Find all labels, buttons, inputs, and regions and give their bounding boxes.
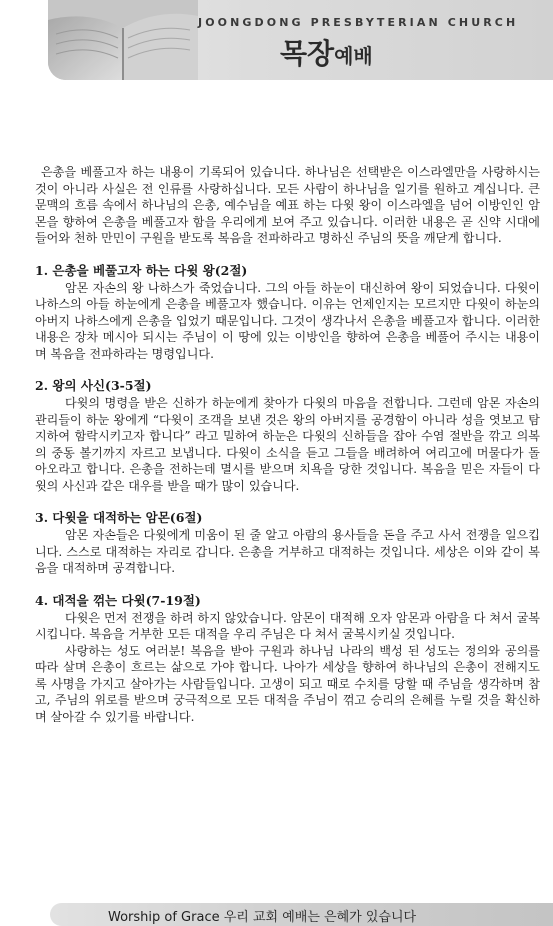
section-paragraph: 다윗의 명령을 받은 신하가 하눈에게 찾아가 다윗의 마음을 전합니다. 그런데 암몬 자손의 관리들이 하눈 왕에게 “다윗이 조객을 보낸 것은 왕의 아버지를 공경함이 아니라 성을 엿보고 탐지하여 함락시키고자 합니다” 라고 밀하여 하눈은 다윗의 신하들을 잡아 수염 절반을 깎고 의복의 중동 볼기까지 자르고 보냅니다. 다윗이 소식을 듣고 그들을 배려하여 여리고에 머물다가 돌아오라고 합니다. 은총을 전하는데 멸시를 받으며 치욕을 당한 것입니다. 복음을 믿은 자들이 다윗의 사신과 같은 대우를 받을 때가 많이 있습니다. (35, 396, 540, 493)
church-name: JOONGDONG PRESBYTERIAN CHURCH (198, 16, 519, 29)
page-title (280, 32, 373, 72)
open-bible-icon (48, 0, 198, 80)
title-main: 목장 (280, 37, 335, 70)
section-heading: 2. 왕의 사신(3-5절) (35, 378, 152, 393)
section-paragraph: 암몬 자손의 왕 나하스가 죽었습니다. 그의 아들 하눈이 대신하여 왕이 되었습니다. 다윗이 나하스의 아들 하눈에게 은총을 베풀고자 했습니다. 이유는 언제인지는 모르지만 다윗이 하눈의 아버지 나하스에게 은총을 입었기 때문입니다. 그것이 생각나서 은총을 베풀고자 합니다. 이러한 내용은 장차 메시아 되시는 주님이 이 땅에 있는 이방인을 향하여 은총을 베풀어 주시는 내용이며 복음을 전파하라는 명령입니다. (35, 280, 540, 361)
title-sub: 예배 (334, 44, 373, 68)
intro-paragraph: 은총을 베풀고자 하는 내용이 기록되어 있습니다. 하나님은 선택받은 이스라엘만을 사랑하시는 것이 아니라 사실은 전 인류를 사랑하십니다. 모든 사람이 하나님을 일기를 원하고 계십니다. 큰 문맥의 흐름 속에서 하나님의 은총, 예수님을 예표 하는 다윗 왕이 이스라엘을 넘어 이방인인 암몬을 향하여 은총을 베풀고자 함을 우리에게 보여 주고 있습니다. 이러한 내용은 곧 신약 시대에 들어와 천하 만민이 구원을 받도록 복음을 전파하라고 명하신 주님의 뜻을 깨닫게 합니다. (35, 165, 540, 245)
sermon-body (35, 164, 540, 725)
section-heading: 4. 대적을 꺾는 다윗(7-19절) (35, 592, 201, 608)
section-4 (35, 592, 540, 726)
footer-banner (50, 903, 553, 926)
section-heading: 3. 다윗을 대적하는 암몬(6절) (35, 510, 203, 525)
section-2 (35, 377, 540, 494)
section-heading: 1. 은총을 베풀고자 하는 다윗 왕(2절) (35, 262, 248, 278)
section-paragraph: 다윗은 먼저 전쟁을 하려 하지 않았습니다. 암몬이 대적해 오자 암몬과 아람을 다 쳐서 굴복시킵니다. 복음을 거부한 모든 대적을 우리 주님은 다 쳐서 굴복시키실 것입니다. (35, 610, 540, 641)
header-banner (48, 0, 553, 80)
section-paragraph: 암몬 자손들은 다윗에게 미움이 된 줄 알고 아람의 용사들을 돈을 주고 사서 전쟁을 일으킵니다. 스스로 대적하는 자리로 갑니다. 은총을 거부하고 대적하는 것입니다. 세상은 이와 같이 복음을 대적하며 공격합니다. (35, 528, 540, 575)
footer-text: Worship of Grace 우리 교회 예배는 은혜가 있습니다 (108, 910, 417, 925)
section-3 (35, 509, 540, 577)
section-paragraph: 사랑하는 성도 여러분! 복음을 받아 구원과 하나님 나라의 백성 된 성도는 정의와 공의를 따라 살며 은총이 흐르는 삶으로 가야 합니다. 나아가 세상을 향하여 하나님의 은총이 전해지도록 사명을 가지고 살아가는 사람들입니다. 고생이 되고 때로 수치를 당할 때 주님을 생각하며 참고, 주님의 위로를 받으며 궁극적으로 모든 대적을 주님이 꺾고 승리의 은혜를 누릴 것을 확신하며 살아갈 수 있기를 바랍니다. (35, 643, 540, 724)
section-1 (35, 262, 540, 363)
